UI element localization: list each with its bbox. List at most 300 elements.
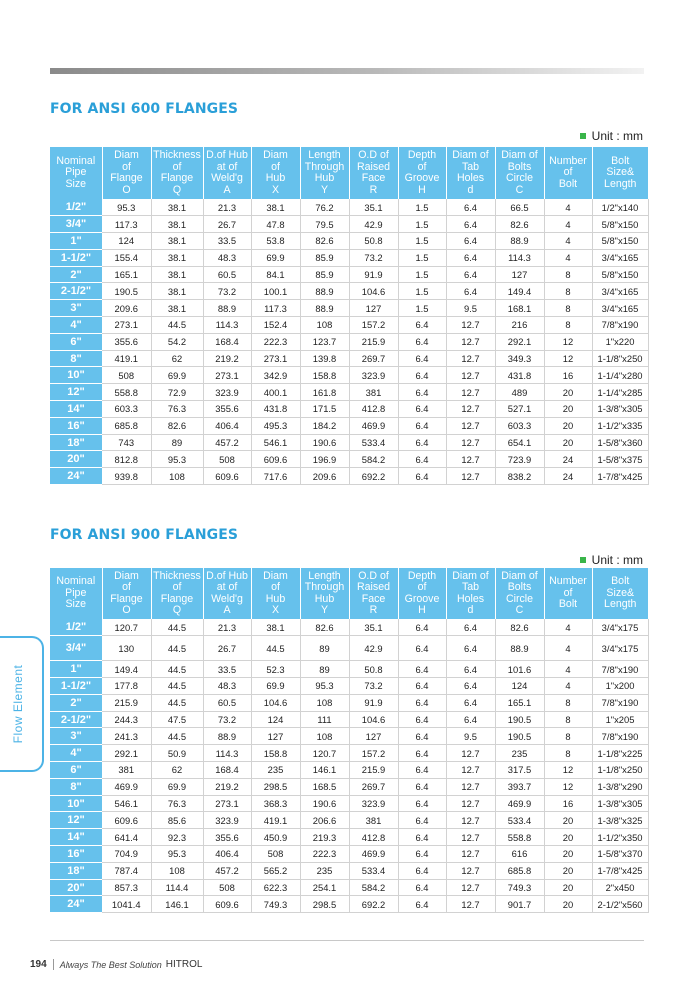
table-cell: 6.4	[398, 350, 446, 367]
table-cell: 469.9	[495, 795, 544, 812]
table-cell: 26.7	[203, 216, 251, 233]
table-cell: 6.4	[446, 216, 495, 233]
table-cell: 85.6	[151, 812, 203, 829]
table-cell: 139.8	[300, 350, 349, 367]
table-cell: 323.9	[203, 812, 251, 829]
table-cell: 609.6	[203, 468, 251, 485]
table-cell: 2-1/2"x560	[592, 896, 648, 913]
column-header	[544, 568, 592, 619]
table-cell: 6.4	[398, 434, 446, 451]
table-cell: 165.1	[102, 266, 151, 283]
table-cell: 24	[544, 451, 592, 468]
column-header	[300, 147, 349, 199]
table-cell: 12.7	[446, 468, 495, 485]
table-cell: 1-3/8"x305	[592, 795, 648, 812]
column-header-line: of	[563, 586, 573, 599]
table-cell: 622.3	[251, 879, 300, 896]
table-cell: 1.5	[398, 249, 446, 266]
table-cell: 368.3	[251, 795, 300, 812]
nominal-size-cell: 14"	[50, 829, 102, 846]
table-cell: 244.3	[102, 711, 151, 728]
table-cell: 20	[544, 879, 592, 896]
table-cell: 8	[544, 283, 592, 300]
table-cell: 209.6	[300, 468, 349, 485]
nominal-size-cell: 4"	[50, 745, 102, 762]
table-cell: 3/4"x175	[592, 636, 648, 661]
nominal-size-cell: 1/2"	[50, 199, 102, 216]
table-cell: 6.4	[398, 317, 446, 334]
table-row	[50, 862, 648, 879]
table-cell: 609.6	[251, 451, 300, 468]
nominal-size-cell: 2"	[50, 266, 102, 283]
table-cell: 654.1	[495, 434, 544, 451]
table-row	[50, 778, 648, 795]
table-row	[50, 846, 648, 863]
column-header-line: Bolt	[558, 598, 578, 611]
column-header-line: R	[369, 183, 378, 196]
table-cell: 82.6	[300, 619, 349, 636]
table-cell: 603.3	[102, 401, 151, 418]
column-header-line: Pipe	[65, 166, 87, 179]
table-cell: 508	[102, 367, 151, 384]
column-header-line: Bolt	[558, 177, 578, 190]
column-header-line: Circle	[505, 592, 534, 605]
column-header-line: d	[467, 183, 474, 196]
table-cell: 317.5	[495, 762, 544, 779]
column-header-line: Bolts	[507, 581, 532, 593]
table-row	[50, 417, 648, 434]
table-cell: 1-1/8"x250	[592, 350, 648, 367]
table-cell: 6.4	[398, 896, 446, 913]
table-cell: 104.6	[251, 694, 300, 711]
column-header-line: of	[417, 160, 427, 173]
table-cell: 6.4	[398, 846, 446, 863]
table-cell: 216	[495, 317, 544, 334]
table-row	[50, 333, 648, 350]
column-header-line: Holes	[456, 172, 485, 184]
nominal-size-cell: 2-1/2"	[50, 711, 102, 728]
table-cell: 20	[544, 846, 592, 863]
table-cell: 120.7	[300, 745, 349, 762]
column-header-line: Flange	[110, 592, 143, 605]
column-header-line: C	[515, 183, 524, 196]
table-cell: 44.5	[151, 678, 203, 695]
table-row	[50, 812, 648, 829]
table-cell: 82.6	[300, 233, 349, 250]
table-cell: 44.5	[151, 728, 203, 745]
table-cell: 235	[251, 762, 300, 779]
column-header-line: Diam	[114, 569, 139, 582]
table-cell: 431.8	[251, 401, 300, 418]
column-header	[446, 568, 495, 619]
table-cell: 7/8"x190	[592, 694, 648, 711]
nominal-size-cell: 1-1/2"	[50, 249, 102, 266]
page-footer	[30, 959, 202, 970]
table-cell: 4	[544, 678, 592, 695]
table-cell: 1-7/8"x425	[592, 468, 648, 485]
table-cell: 8	[544, 300, 592, 317]
table-cell: 6.4	[398, 728, 446, 745]
table-cell: 1-5/8"x375	[592, 451, 648, 468]
column-header-line: Size&	[606, 166, 635, 179]
table-cell: 157.2	[349, 745, 398, 762]
table-cell: 457.2	[203, 434, 251, 451]
column-header-line: Size	[65, 598, 87, 611]
table-cell: 2"x450	[592, 879, 648, 896]
ansi-900-flange-table	[50, 568, 649, 913]
table-cell: 3/4"x165	[592, 300, 648, 317]
column-header	[495, 568, 544, 619]
nominal-size-cell: 24"	[50, 468, 102, 485]
table-cell: 117.3	[102, 216, 151, 233]
table-cell: 685.8	[102, 417, 151, 434]
table-cell: 901.7	[495, 896, 544, 913]
column-header-line: Hub	[314, 172, 335, 184]
table-row	[50, 216, 648, 233]
table-cell: 88.9	[300, 300, 349, 317]
table-cell: 1-1/4"x285	[592, 384, 648, 401]
ansi-600-flange-table	[50, 147, 649, 485]
nominal-size-cell: 24"	[50, 896, 102, 913]
table-cell: 9.5	[446, 728, 495, 745]
table-cell: 1-1/2"x350	[592, 829, 648, 846]
table-cell: 209.6	[102, 300, 151, 317]
column-header-line: Thickness	[153, 569, 201, 582]
unit-label-ansi-600	[580, 129, 643, 143]
table-cell: 6.4	[398, 636, 446, 661]
table-cell: 12.7	[446, 762, 495, 779]
table-cell: 76.3	[151, 795, 203, 812]
table-cell: 53.8	[251, 233, 300, 250]
table-cell: 4	[544, 233, 592, 250]
table-cell: 82.6	[495, 216, 544, 233]
table-cell: 749.3	[251, 896, 300, 913]
table-row	[50, 384, 648, 401]
table-cell: 4	[544, 216, 592, 233]
table-cell: 355.6	[203, 401, 251, 418]
nominal-size-cell: 14"	[50, 401, 102, 418]
nominal-size-cell: 3/4"	[50, 636, 102, 661]
table-cell: 20	[544, 896, 592, 913]
unit-text: Unit : mm	[591, 553, 643, 567]
table-cell: 298.5	[300, 896, 349, 913]
table-cell: 69.9	[151, 778, 203, 795]
table-row	[50, 661, 648, 678]
table-cell: 450.9	[251, 829, 300, 846]
table-cell: 190.5	[495, 728, 544, 745]
table-cell: 6.4	[398, 879, 446, 896]
column-header-line: O.D of	[358, 149, 389, 161]
table-cell: 149.4	[495, 283, 544, 300]
table-cell: 3/4"x165	[592, 249, 648, 266]
table-cell: 508	[251, 846, 300, 863]
table-cell: 609.6	[102, 812, 151, 829]
table-cell: 704.9	[102, 846, 151, 863]
table-cell: 104.6	[349, 711, 398, 728]
table-cell: 1.5	[398, 300, 446, 317]
table-cell: 469.9	[102, 778, 151, 795]
column-header-line: Number	[549, 575, 587, 588]
nominal-size-cell: 1-1/2"	[50, 678, 102, 695]
table-cell: 469.9	[349, 417, 398, 434]
table-row	[50, 401, 648, 418]
table-cell: 12.7	[446, 879, 495, 896]
table-cell: 692.2	[349, 468, 398, 485]
table-cell: 1"x220	[592, 333, 648, 350]
table-row	[50, 636, 648, 661]
table-row	[50, 694, 648, 711]
table-cell: 72.9	[151, 384, 203, 401]
table-cell: 5/8"x150	[592, 216, 648, 233]
table-cell: 48.3	[203, 249, 251, 266]
table-cell: 100.1	[251, 283, 300, 300]
column-header-line: of	[417, 581, 427, 593]
table-cell: 641.4	[102, 829, 151, 846]
table-cell: 812.8	[102, 451, 151, 468]
table-cell: 127	[349, 728, 398, 745]
table-cell: 1-5/8"x360	[592, 434, 648, 451]
column-header-line: Diam	[263, 149, 288, 161]
table-cell: 114.4	[151, 879, 203, 896]
table-cell: 44.5	[151, 661, 203, 678]
table-cell: 12.7	[446, 417, 495, 434]
table-cell: 7/8"x190	[592, 728, 648, 745]
table-cell: 1.5	[398, 266, 446, 283]
table-cell: 235	[495, 745, 544, 762]
table-cell: 1.5	[398, 216, 446, 233]
table-cell: 349.3	[495, 350, 544, 367]
nominal-size-cell: 12"	[50, 384, 102, 401]
table-cell: 88.9	[495, 636, 544, 661]
column-header-line: Y	[320, 604, 329, 616]
table-cell: 124	[495, 678, 544, 695]
column-header-line: Tab	[461, 160, 480, 173]
table-cell: 6.4	[446, 636, 495, 661]
table-cell: 44.5	[151, 619, 203, 636]
table-cell: 12.7	[446, 317, 495, 334]
side-chapter-tab-label: Flow Element	[11, 664, 25, 744]
nominal-size-cell: 1"	[50, 661, 102, 678]
table-cell: 76.3	[151, 401, 203, 418]
column-header-line: Groove	[404, 592, 440, 605]
column-header-line: Diam of	[452, 149, 489, 161]
table-cell: 50.8	[349, 661, 398, 678]
column-header-line: Q	[172, 604, 182, 616]
table-cell: 12.7	[446, 862, 495, 879]
table-cell: 168.5	[300, 778, 349, 795]
table-row	[50, 317, 648, 334]
column-header-line: of	[563, 166, 573, 179]
table-cell: 412.8	[349, 401, 398, 418]
table-cell: 124	[251, 711, 300, 728]
table-cell: 8	[544, 694, 592, 711]
table-cell: 6.4	[446, 233, 495, 250]
table-cell: 38.1	[151, 249, 203, 266]
table-cell: 4	[544, 199, 592, 216]
table-cell: 89	[300, 636, 349, 661]
column-header-line: Diam	[114, 149, 139, 161]
table-cell: 603.3	[495, 417, 544, 434]
column-header-line: Flange	[160, 592, 194, 605]
table-cell: 1-1/4"x280	[592, 367, 648, 384]
table-cell: 743	[102, 434, 151, 451]
table-cell: 35.1	[349, 199, 398, 216]
nominal-size-cell: 3"	[50, 300, 102, 317]
table-cell: 6.4	[398, 678, 446, 695]
column-header	[151, 147, 203, 199]
table-cell: 12.7	[446, 451, 495, 468]
table-cell: 565.2	[251, 862, 300, 879]
table-cell: 69.9	[151, 367, 203, 384]
table-cell: 190.5	[495, 711, 544, 728]
table-cell: 104.6	[349, 283, 398, 300]
table-cell: 155.4	[102, 249, 151, 266]
table-cell: 292.1	[102, 745, 151, 762]
table-cell: 33.5	[203, 233, 251, 250]
column-header-line: Hub	[265, 172, 286, 184]
column-header-line: Through	[304, 581, 345, 593]
table-cell: 50.8	[349, 233, 398, 250]
column-header-line: H	[418, 604, 426, 616]
table-cell: 533.4	[349, 434, 398, 451]
table-cell: 20	[544, 434, 592, 451]
column-header-line: Weld'g	[211, 592, 243, 605]
column-header	[50, 568, 102, 619]
column-header-line: of	[122, 581, 131, 593]
nominal-size-cell: 20"	[50, 879, 102, 896]
table-row	[50, 728, 648, 745]
table-cell: 38.1	[151, 216, 203, 233]
table-cell: 273.1	[102, 317, 151, 334]
column-header	[592, 147, 648, 199]
table-cell: 73.2	[203, 283, 251, 300]
table-cell: 6.4	[446, 694, 495, 711]
table-cell: 1"x205	[592, 711, 648, 728]
table-cell: 273.1	[203, 367, 251, 384]
column-header-line: of	[172, 581, 182, 593]
table-cell: 20	[544, 829, 592, 846]
table-cell: 6.4	[398, 384, 446, 401]
table-cell: 6.4	[446, 283, 495, 300]
table-cell: 7/8"x190	[592, 317, 648, 334]
column-header-line: Size	[65, 177, 87, 190]
column-header-line: Nominal	[56, 575, 96, 588]
table-cell: 4	[544, 619, 592, 636]
table-cell: 16	[544, 795, 592, 812]
nominal-size-cell: 12"	[50, 812, 102, 829]
table-cell: 95.3	[151, 451, 203, 468]
column-header-line: A	[223, 183, 231, 196]
column-header-line: O.D of	[358, 569, 389, 582]
column-header-line: Pipe	[65, 586, 87, 599]
table-cell: 6.4	[446, 266, 495, 283]
table-cell: 558.8	[495, 829, 544, 846]
column-header-line: d	[467, 604, 474, 616]
table-cell: 1-1/2"x335	[592, 417, 648, 434]
table-cell: 127	[349, 300, 398, 317]
table-cell: 12.7	[446, 401, 495, 418]
table-row	[50, 896, 648, 913]
table-row	[50, 745, 648, 762]
column-header	[495, 147, 544, 199]
table-cell: 4	[544, 249, 592, 266]
nominal-size-cell: 1/2"	[50, 619, 102, 636]
table-cell: 16	[544, 367, 592, 384]
table-cell: 1.5	[398, 283, 446, 300]
table-cell: 6.4	[446, 678, 495, 695]
nominal-size-cell: 16"	[50, 846, 102, 863]
column-header-line: of	[172, 160, 182, 173]
nominal-size-cell: 10"	[50, 795, 102, 812]
table-cell: 12.7	[446, 367, 495, 384]
nominal-size-cell: 16"	[50, 417, 102, 434]
column-header-line: D.of Hub	[206, 569, 248, 582]
table-cell: 130	[102, 636, 151, 661]
table-row	[50, 199, 648, 216]
table-cell: 749.3	[495, 879, 544, 896]
table-cell: 149.4	[102, 661, 151, 678]
table-row	[50, 879, 648, 896]
table-cell: 406.4	[203, 846, 251, 863]
table-cell: 12.7	[446, 384, 495, 401]
column-header-line: Bolt	[611, 154, 630, 167]
table-cell: 558.8	[102, 384, 151, 401]
table-cell: 457.2	[203, 862, 251, 879]
table-row	[50, 249, 648, 266]
table-cell: 12.7	[446, 812, 495, 829]
table-cell: 20	[544, 417, 592, 434]
table-cell: 400.1	[251, 384, 300, 401]
table-row	[50, 350, 648, 367]
table-cell: 6.4	[398, 367, 446, 384]
column-header-line: of	[122, 160, 131, 173]
table-cell: 88.9	[203, 728, 251, 745]
column-header-line: Y	[320, 183, 329, 196]
table-cell: 292.1	[495, 333, 544, 350]
table-cell: 177.8	[102, 678, 151, 695]
table-cell: 235	[300, 862, 349, 879]
table-row	[50, 434, 648, 451]
table-cell: 495.3	[251, 417, 300, 434]
table-cell: 157.2	[349, 317, 398, 334]
column-header-line: X	[271, 183, 280, 196]
footer-slogan: Always The Best Solution	[59, 959, 162, 970]
column-header	[251, 147, 300, 199]
table-cell: 6.4	[398, 661, 446, 678]
table-cell: 21.3	[203, 619, 251, 636]
table-cell: 6.4	[446, 619, 495, 636]
table-cell: 20	[544, 401, 592, 418]
table-cell: 12	[544, 762, 592, 779]
table-cell: 3/4"x175	[592, 619, 648, 636]
column-header	[251, 568, 300, 619]
page-number: 194	[30, 959, 54, 970]
table-cell: 12.7	[446, 896, 495, 913]
table-cell: 48.3	[203, 678, 251, 695]
column-header-line: R	[369, 604, 378, 616]
table-cell: 6.4	[398, 468, 446, 485]
table-cell: 62	[151, 350, 203, 367]
column-header-line: Flange	[160, 172, 194, 184]
table-cell: 12	[544, 350, 592, 367]
column-header-line: Groove	[404, 172, 440, 184]
table-cell: 50.9	[151, 745, 203, 762]
table-cell: 111	[300, 711, 349, 728]
table-cell: 1-1/8"x250	[592, 762, 648, 779]
table-cell: 69.9	[251, 249, 300, 266]
table-cell: 88.9	[495, 233, 544, 250]
table-cell: 92.3	[151, 829, 203, 846]
